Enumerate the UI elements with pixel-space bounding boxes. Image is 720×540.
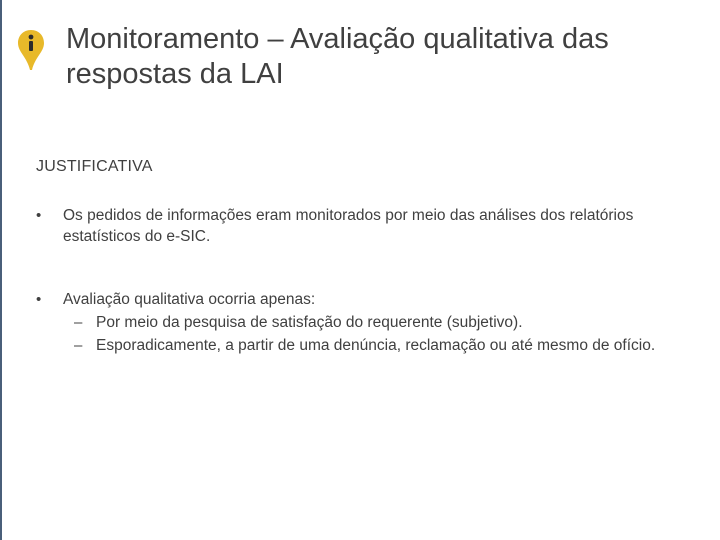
sub-bullet-item	[74, 335, 656, 356]
sub-bullet-marker: –	[74, 314, 83, 331]
sub-bullet-item	[74, 312, 656, 333]
slide-title: Monitoramento – Avaliação qualitativa das respostas da LAI	[66, 23, 609, 90]
bullet-text: Avaliação qualitativa ocorria apenas:	[63, 291, 316, 308]
left-border-rule	[0, 0, 2, 540]
section-heading: JUSTIFICATIVA	[36, 158, 153, 175]
bullet-marker: •	[36, 207, 42, 224]
bullet-text: Os pedidos de informações eram monitorados por meio das análises dos relatórios estatísticos do e-SIC.	[63, 207, 634, 245]
sub-bullet-text: Por meio da pesquisa de satisfação do requerente (subjetivo).	[96, 314, 523, 331]
info-pin-icon	[16, 28, 46, 72]
sub-bullet-text: Esporadicamente, a partir de uma denúncia, reclamação ou até mesmo de ofício.	[96, 337, 656, 354]
sub-bullet-marker: –	[74, 337, 83, 354]
bullet-item	[36, 289, 656, 356]
bullet-marker: •	[36, 291, 42, 308]
bullet-item	[36, 205, 656, 247]
